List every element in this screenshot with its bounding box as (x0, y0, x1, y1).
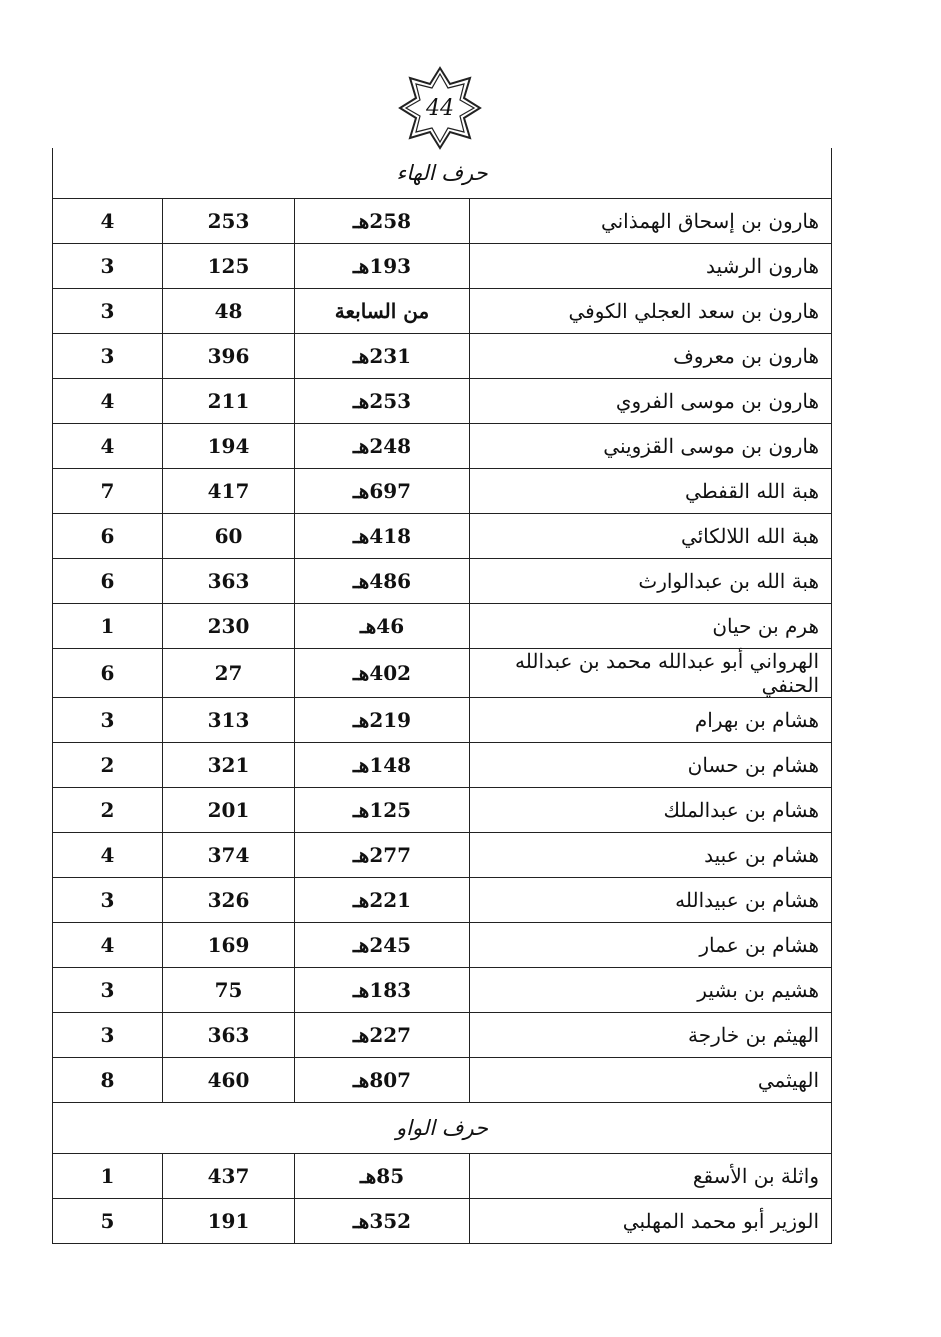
death-year-cell: 402هـ (295, 649, 470, 698)
name-cell: هشام بن عبيدالله (470, 878, 832, 923)
death-year-cell: 418هـ (295, 514, 470, 559)
volume-cell: 1 (53, 1154, 163, 1199)
death-year-cell: 352هـ (295, 1199, 470, 1244)
table-row (53, 469, 832, 514)
table-row (53, 968, 832, 1013)
death-year-cell: 85هـ (295, 1154, 470, 1199)
page-cell: 374 (163, 833, 295, 878)
page-cell: 75 (163, 968, 295, 1013)
volume-cell: 3 (53, 968, 163, 1013)
volume-cell: 3 (53, 1013, 163, 1058)
volume-cell: 7 (53, 469, 163, 514)
page-number: 44 (426, 95, 454, 121)
name-cell: الهرواني أبو عبدالله محمد بن عبدالله الحنفي (470, 649, 832, 698)
page-cell: 326 (163, 878, 295, 923)
page-cell: 191 (163, 1199, 295, 1244)
table-row (53, 334, 832, 379)
page-cell: 253 (163, 199, 295, 244)
death-year-cell: 253هـ (295, 379, 470, 424)
death-year-cell: 148هـ (295, 743, 470, 788)
name-cell: هارون بن موسى الفروي (470, 379, 832, 424)
section-header-row (53, 1103, 832, 1154)
section-header-row (53, 148, 832, 199)
page-cell: 230 (163, 604, 295, 649)
table-row (53, 289, 832, 334)
death-year-cell: 486هـ (295, 559, 470, 604)
name-cell: الوزير أبو محمد المهلبي (470, 1199, 832, 1244)
page-cell: 321 (163, 743, 295, 788)
table-row (53, 649, 832, 698)
death-year-cell: 258هـ (295, 199, 470, 244)
table-row (53, 244, 832, 289)
table-row (53, 1154, 832, 1199)
page-cell: 211 (163, 379, 295, 424)
table-row (53, 788, 832, 833)
table-row (53, 559, 832, 604)
page-cell: 194 (163, 424, 295, 469)
name-cell: هشام بن عبيد (470, 833, 832, 878)
name-cell: الهيثم بن خارجة (470, 1013, 832, 1058)
death-year-cell: 227هـ (295, 1013, 470, 1058)
page-cell: 60 (163, 514, 295, 559)
page-cell: 27 (163, 649, 295, 698)
name-cell: هبة الله القفطي (470, 469, 832, 514)
volume-cell: 6 (53, 514, 163, 559)
name-cell: هشام بن عمار (470, 923, 832, 968)
volume-cell: 3 (53, 878, 163, 923)
section-title: حرف الواو (53, 1103, 832, 1154)
name-cell: هارون بن إسحاق الهمذاني (470, 199, 832, 244)
death-year-cell: 46هـ (295, 604, 470, 649)
page-cell: 201 (163, 788, 295, 833)
volume-cell: 3 (53, 289, 163, 334)
table-row (53, 379, 832, 424)
volume-cell: 4 (53, 833, 163, 878)
page-cell: 460 (163, 1058, 295, 1103)
table-row (53, 698, 832, 743)
name-cell: واثلة بن الأسقع (470, 1154, 832, 1199)
volume-cell: 4 (53, 379, 163, 424)
volume-cell: 5 (53, 1199, 163, 1244)
name-cell: هشام بن بهرام (470, 698, 832, 743)
name-cell: هبة الله اللالكائي (470, 514, 832, 559)
volume-cell: 3 (53, 244, 163, 289)
table-row (53, 1199, 832, 1244)
volume-cell: 6 (53, 559, 163, 604)
volume-cell: 4 (53, 923, 163, 968)
page-cell: 125 (163, 244, 295, 289)
name-cell: الهيثمي (470, 1058, 832, 1103)
page-cell: 48 (163, 289, 295, 334)
volume-cell: 2 (53, 743, 163, 788)
index-table (52, 148, 832, 1244)
name-cell: هشام بن حسان (470, 743, 832, 788)
death-year-cell: 277هـ (295, 833, 470, 878)
death-year-cell: 697هـ (295, 469, 470, 514)
name-cell: هارون بن معروف (470, 334, 832, 379)
death-year-cell: 125هـ (295, 788, 470, 833)
page-cell: 363 (163, 559, 295, 604)
name-cell: هرم بن حيان (470, 604, 832, 649)
page-cell: 396 (163, 334, 295, 379)
name-cell: هشام بن عبدالملك (470, 788, 832, 833)
page-cell: 363 (163, 1013, 295, 1058)
name-cell: هبة الله بن عبدالوارث (470, 559, 832, 604)
table-row (53, 1058, 832, 1103)
volume-cell: 3 (53, 698, 163, 743)
table-row (53, 743, 832, 788)
volume-cell: 3 (53, 334, 163, 379)
death-year-cell: 807هـ (295, 1058, 470, 1103)
table-row (53, 1013, 832, 1058)
table-row (53, 833, 832, 878)
name-cell: هارون بن سعد العجلي الكوفي (470, 289, 832, 334)
death-year-cell: من السابعة (295, 289, 470, 334)
death-year-cell: 231هـ (295, 334, 470, 379)
page-cell: 313 (163, 698, 295, 743)
table-row (53, 604, 832, 649)
volume-cell: 1 (53, 604, 163, 649)
page-cell: 417 (163, 469, 295, 514)
table-row (53, 878, 832, 923)
name-cell: هارون بن موسى القزويني (470, 424, 832, 469)
volume-cell: 6 (53, 649, 163, 698)
death-year-cell: 245هـ (295, 923, 470, 968)
page-cell: 437 (163, 1154, 295, 1199)
death-year-cell: 248هـ (295, 424, 470, 469)
volume-cell: 8 (53, 1058, 163, 1103)
section-title: حرف الهاء (53, 148, 832, 199)
death-year-cell: 183هـ (295, 968, 470, 1013)
volume-cell: 4 (53, 199, 163, 244)
death-year-cell: 193هـ (295, 244, 470, 289)
volume-cell: 2 (53, 788, 163, 833)
table-row (53, 514, 832, 559)
table-row (53, 424, 832, 469)
name-cell: هارون الرشيد (470, 244, 832, 289)
table-body (53, 148, 832, 1244)
page-number-badge (396, 64, 484, 152)
volume-cell: 4 (53, 424, 163, 469)
death-year-cell: 219هـ (295, 698, 470, 743)
death-year-cell: 221هـ (295, 878, 470, 923)
table-row (53, 199, 832, 244)
page-cell: 169 (163, 923, 295, 968)
table-row (53, 923, 832, 968)
name-cell: هشيم بن بشير (470, 968, 832, 1013)
